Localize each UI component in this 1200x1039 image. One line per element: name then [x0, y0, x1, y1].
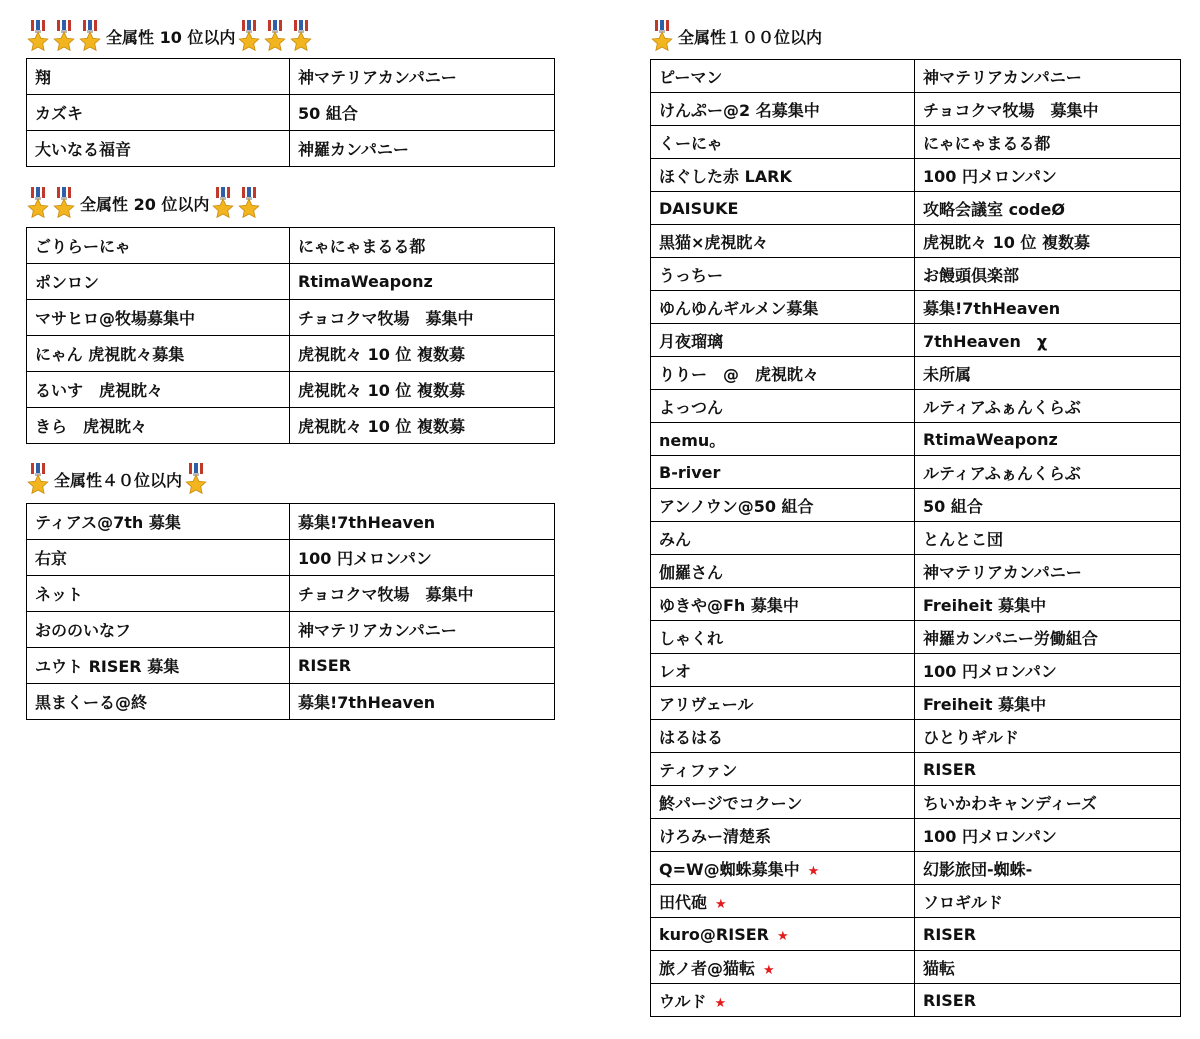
medal-icon: [263, 20, 287, 52]
player-name-cell: [651, 720, 915, 753]
guild-name: チョコクマ牧場 募集中: [923, 100, 1099, 120]
player-name: るいす 虎視眈々: [35, 381, 164, 400]
star-icon: ★: [776, 928, 789, 944]
table-row: [27, 684, 555, 720]
player-name: 鮗パージでコクーン: [659, 793, 803, 813]
guild-name: 神羅カンパニー労働組合: [923, 628, 1098, 648]
player-name-cell: [651, 687, 915, 720]
player-name-cell: [27, 648, 290, 684]
player-name-cell: [651, 522, 915, 555]
guild-name-cell: [290, 59, 555, 95]
table-row: [651, 258, 1181, 291]
guild-name-cell: [915, 984, 1181, 1017]
player-name-cell: [651, 126, 915, 159]
guild-name: 100 円メロンパン: [923, 661, 1057, 681]
guild-name-cell: [915, 852, 1181, 885]
player-name: 黒まくーる@終: [35, 693, 148, 712]
player-name-cell: [651, 159, 915, 192]
guild-name: チョコクマ牧場 募集中: [298, 585, 474, 604]
guild-name: 未所属: [923, 364, 972, 384]
player-name-cell: [27, 372, 290, 408]
guild-name: ひとりギルド: [923, 727, 1019, 747]
star-icon: ★: [763, 962, 775, 978]
table-row: [651, 819, 1181, 852]
player-name-cell: [27, 504, 290, 540]
table-row: [651, 225, 1181, 258]
ranking-table: [650, 59, 1181, 1017]
player-name-cell: [651, 93, 915, 126]
guild-name-cell: [915, 555, 1181, 588]
guild-name: にゃにゃまるる都: [298, 237, 426, 256]
table-row: [651, 588, 1181, 621]
guild-name: にゃにゃまるる都: [923, 133, 1051, 153]
player-name-cell: [651, 753, 915, 786]
guild-name-cell: [915, 126, 1181, 159]
top-100-section: [650, 18, 1181, 1017]
medal-icon: [237, 187, 261, 219]
player-name: ごりらーにゃ: [35, 237, 131, 256]
guild-name-cell: [290, 264, 555, 300]
guild-name: 神マテリアカンパニー: [298, 68, 457, 87]
table-row: [651, 786, 1181, 819]
guild-name: ちいかわキャンディーズ: [923, 793, 1097, 813]
guild-name-cell: [290, 300, 555, 336]
player-name-cell: [651, 654, 915, 687]
guild-name: RtimaWeaponz: [923, 429, 1058, 449]
table-row: [651, 159, 1181, 192]
guild-name: Freiheit 募集中: [923, 694, 1047, 714]
guild-name-cell: [915, 60, 1181, 93]
medal-icon: [289, 20, 313, 52]
guild-name-cell: [915, 225, 1181, 258]
ranking-table: [26, 227, 555, 444]
player-name: ピーマン: [659, 67, 723, 87]
table-row: [651, 687, 1181, 720]
guild-name: 募集!7thHeaven: [298, 693, 436, 712]
player-name: 翔: [35, 68, 52, 87]
player-name-cell: [27, 576, 290, 612]
player-name-cell: [27, 612, 290, 648]
guild-name: 100 円メロンパン: [923, 826, 1057, 846]
player-name: 大いなる福音: [35, 140, 132, 159]
guild-name-cell: [915, 621, 1181, 654]
table-row: [651, 720, 1181, 753]
player-name: アンノウン@50 組合: [659, 496, 814, 516]
guild-name-cell: [915, 918, 1181, 951]
table-row: [27, 540, 555, 576]
guild-name-cell: [915, 588, 1181, 621]
medals-left: [26, 187, 78, 219]
player-name: 伽羅さん: [659, 562, 724, 582]
guild-name: 神羅カンパニー: [298, 140, 409, 159]
player-name-cell: [651, 357, 915, 390]
player-name: ティファン: [659, 760, 738, 780]
player-name-cell: [651, 291, 915, 324]
guild-name: RISER: [923, 759, 977, 779]
guild-name-cell: [915, 753, 1181, 786]
table-row: [651, 192, 1181, 225]
table-row: [651, 984, 1181, 1017]
player-name-cell: [651, 819, 915, 852]
player-name: Q=W@蜘蛛募集中: [659, 859, 800, 879]
star-icon: ★: [714, 995, 727, 1011]
guild-name: お饅頭倶楽部: [923, 265, 1020, 285]
medals-right: [211, 187, 263, 219]
player-name: 田代砲: [659, 892, 708, 912]
guild-name-cell: [290, 540, 555, 576]
medal-icon: [26, 20, 50, 52]
section-heading: [26, 18, 555, 54]
section-title: 全属性 20 位以内: [80, 194, 210, 214]
player-name-cell: [27, 131, 290, 167]
player-name-cell: [27, 228, 290, 264]
guild-name-cell: [915, 654, 1181, 687]
guild-name: RISER: [923, 924, 977, 944]
guild-name: ルティアふぁんくらぶ: [923, 463, 1081, 483]
player-name: B-river: [659, 462, 721, 482]
guild-name: 虎視眈々 10 位 複数募: [923, 232, 1090, 252]
player-name-cell: [27, 264, 290, 300]
table-row: [27, 336, 555, 372]
player-name: きら 虎視眈々: [35, 417, 148, 436]
player-name: しゃくれ: [659, 628, 724, 648]
medals-right: [184, 463, 210, 495]
table-row: [27, 648, 555, 684]
medals-right: [237, 20, 315, 52]
table-row: [27, 264, 555, 300]
guild-name: チョコクマ牧場 募集中: [298, 309, 474, 328]
guild-name-cell: [290, 131, 555, 167]
player-name-cell: [651, 786, 915, 819]
table-row: [651, 456, 1181, 489]
player-name: よっつん: [659, 397, 724, 417]
player-name-cell: [27, 59, 290, 95]
guild-name: 虎視眈々 10 位 複数募: [298, 345, 465, 364]
section-title: 全属性 10 位以内: [106, 27, 236, 47]
player-name: けろみー清楚系: [659, 826, 772, 846]
table-row: [27, 612, 555, 648]
guild-name-cell: [290, 228, 555, 264]
player-name: DAISUKE: [659, 198, 739, 218]
guild-name: 50 組合: [298, 104, 358, 123]
guild-name-cell: [915, 687, 1181, 720]
guild-name: 募集!7thHeaven: [298, 513, 436, 532]
medal-icon: [184, 463, 208, 495]
section-heading: [26, 461, 555, 497]
table-row: [651, 60, 1181, 93]
table-row: [27, 576, 555, 612]
guild-name: 神マテリアカンパニー: [923, 67, 1082, 87]
player-name: ゆんゆんギルメン募集: [659, 298, 819, 318]
guild-name-cell: [915, 324, 1181, 357]
top-10-section: [26, 18, 555, 167]
table-row: [651, 522, 1181, 555]
player-name-cell: [651, 621, 915, 654]
guild-name-cell: [915, 192, 1181, 225]
player-name-cell: [651, 984, 915, 1017]
guild-name-cell: [290, 684, 555, 720]
table-row: [651, 291, 1181, 324]
guild-name-cell: [915, 786, 1181, 819]
table-row: [651, 753, 1181, 786]
player-name: 月夜瑠璃: [659, 331, 724, 351]
guild-name: 100 円メロンパン: [298, 549, 432, 568]
medals-left: [650, 20, 676, 52]
guild-name: ルティアふぁんくらぶ: [923, 397, 1081, 417]
player-name: 黒猫×虎視眈々: [659, 232, 769, 252]
table-row: [651, 918, 1181, 951]
player-name-cell: [27, 540, 290, 576]
player-name-cell: [651, 60, 915, 93]
player-name: 旅ノ者@猫転: [659, 958, 756, 978]
player-name-cell: [651, 423, 915, 456]
guild-name-cell: [915, 951, 1181, 984]
player-name-cell: [27, 95, 290, 131]
player-name: 右京: [35, 549, 68, 568]
player-name-cell: [651, 951, 915, 984]
table-row: [27, 228, 555, 264]
medal-icon: [26, 187, 50, 219]
guild-name: 神マテリアカンパニー: [298, 621, 457, 640]
player-name: アリヴェール: [659, 694, 754, 714]
guild-name-cell: [290, 648, 555, 684]
guild-name-cell: [915, 720, 1181, 753]
table-row: [27, 504, 555, 540]
player-name: nemu。: [659, 430, 726, 450]
guild-name-cell: [290, 612, 555, 648]
player-name-cell: [651, 852, 915, 885]
player-name: みん: [659, 529, 692, 549]
table-row: [27, 300, 555, 336]
guild-name: RISER: [923, 990, 977, 1010]
player-name: ポンロン: [35, 273, 100, 292]
table-row: [27, 408, 555, 444]
guild-name-cell: [915, 93, 1181, 126]
table-row: [651, 357, 1181, 390]
guild-name: 幻影旅団-蜘蛛-: [923, 859, 1033, 879]
section-title: 全属性４０位以内: [54, 470, 183, 490]
guild-name-cell: [290, 576, 555, 612]
guild-name-cell: [290, 408, 555, 444]
player-name: おののいなフ: [35, 621, 132, 640]
player-name-cell: [651, 918, 915, 951]
table-row: [651, 423, 1181, 456]
player-name-cell: [651, 258, 915, 291]
player-name: ほぐした赤 LARK: [659, 166, 792, 186]
guild-name-cell: [915, 423, 1181, 456]
guild-name: 7thHeaven χ: [923, 331, 1048, 351]
player-name: マサヒロ@牧場募集中: [35, 309, 196, 328]
top-40-section: [26, 461, 555, 720]
guild-name-cell: [915, 819, 1181, 852]
guild-name: 虎視眈々 10 位 複数募: [298, 417, 465, 436]
table-row: [651, 885, 1181, 918]
player-name: はるはる: [659, 727, 724, 747]
player-name-cell: [27, 300, 290, 336]
player-name: ティアス@7th 募集: [35, 513, 181, 532]
guild-name: 攻略会議室 codeØ: [923, 199, 1065, 219]
table-row: [651, 93, 1181, 126]
guild-name-cell: [915, 258, 1181, 291]
guild-name: 神マテリアカンパニー: [923, 562, 1082, 582]
player-name-cell: [27, 336, 290, 372]
table-row: [651, 324, 1181, 357]
player-name: けんぷー@2 名募集中: [659, 100, 820, 120]
table-row: [651, 621, 1181, 654]
player-name-cell: [27, 408, 290, 444]
player-name: りりー @ 虎視眈々: [659, 364, 820, 384]
player-name-cell: [651, 555, 915, 588]
table-row: [27, 59, 555, 95]
table-row: [651, 126, 1181, 159]
guild-name: Freiheit 募集中: [923, 595, 1047, 615]
player-name: ゆきや@Fh 募集中: [659, 595, 799, 615]
guild-name-cell: [915, 291, 1181, 324]
medals-left: [26, 463, 52, 495]
star-icon: ★: [715, 896, 727, 912]
player-name: カズキ: [35, 104, 84, 123]
section-title: 全属性１００位以内: [678, 27, 823, 47]
medal-icon: [78, 20, 102, 52]
player-name-cell: [651, 324, 915, 357]
table-row: [651, 852, 1181, 885]
guild-name-cell: [915, 885, 1181, 918]
table-row: [651, 555, 1181, 588]
player-name: くーにゃ: [659, 133, 723, 153]
guild-name: RISER: [298, 656, 352, 675]
medals-left: [26, 20, 104, 52]
player-name-cell: [651, 588, 915, 621]
player-name: ユウト RISER 募集: [35, 657, 180, 676]
guild-name: ソロギルド: [923, 892, 1003, 912]
guild-name-cell: [290, 336, 555, 372]
guild-name-cell: [290, 95, 555, 131]
guild-name: 募集!7thHeaven: [923, 298, 1061, 318]
table-row: [27, 95, 555, 131]
table-row: [651, 654, 1181, 687]
player-name-cell: [651, 225, 915, 258]
guild-name-cell: [915, 522, 1181, 555]
guild-name-cell: [915, 456, 1181, 489]
guild-name-cell: [915, 489, 1181, 522]
section-heading: [650, 18, 1181, 54]
player-name: レオ: [659, 661, 692, 681]
section-heading: [26, 185, 555, 221]
player-name: にゃん 虎視眈々募集: [35, 345, 185, 364]
player-name: kuro@RISER: [659, 924, 769, 944]
medal-icon: [237, 20, 261, 52]
guild-name: 100 円メロンパン: [923, 166, 1057, 186]
guild-name-cell: [915, 159, 1181, 192]
guild-name: 猫転: [923, 958, 956, 978]
guild-name-cell: [915, 357, 1181, 390]
guild-name: RtimaWeaponz: [298, 272, 433, 291]
table-row: [651, 390, 1181, 423]
guild-name-cell: [290, 504, 555, 540]
table-row: [27, 131, 555, 167]
star-icon: ★: [807, 863, 820, 879]
player-name-cell: [651, 390, 915, 423]
player-name-cell: [651, 885, 915, 918]
guild-name-cell: [290, 372, 555, 408]
table-row: [651, 951, 1181, 984]
table-row: [651, 489, 1181, 522]
player-name-cell: [651, 489, 915, 522]
medal-icon: [52, 187, 76, 219]
guild-name: 50 組合: [923, 496, 983, 516]
player-name: ウルド: [659, 991, 707, 1011]
guild-name: とんとこ団: [923, 529, 1004, 549]
medal-icon: [26, 463, 50, 495]
top-20-section: [26, 185, 555, 444]
player-name-cell: [27, 684, 290, 720]
medal-icon: [650, 20, 674, 52]
player-name: ネット: [35, 585, 84, 604]
table-row: [27, 372, 555, 408]
medal-icon: [52, 20, 76, 52]
ranking-table: [26, 58, 555, 167]
medal-icon: [211, 187, 235, 219]
guild-name: 虎視眈々 10 位 複数募: [298, 381, 465, 400]
player-name-cell: [651, 192, 915, 225]
guild-name-cell: [915, 390, 1181, 423]
player-name-cell: [651, 456, 915, 489]
ranking-table: [26, 503, 555, 720]
player-name: うっちー: [659, 265, 724, 285]
